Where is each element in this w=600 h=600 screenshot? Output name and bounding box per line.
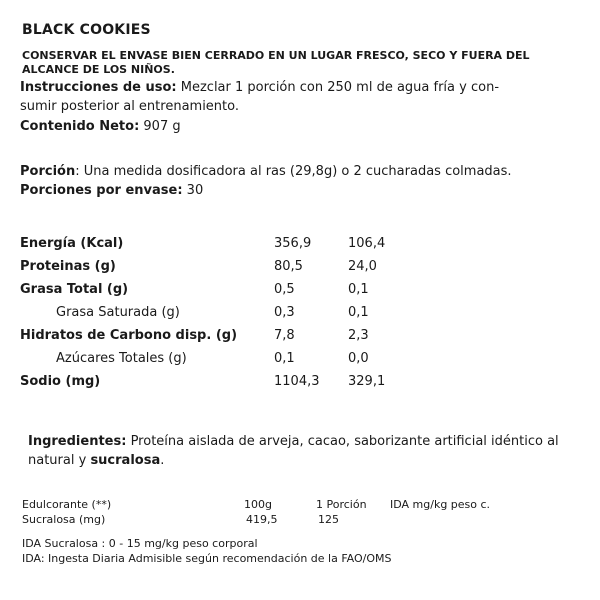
nutrient-per-serving-sugars: 0,0 (348, 351, 369, 366)
ingredients-highlight: sucralosa (90, 453, 161, 468)
serving-size (20, 162, 512, 181)
nutrient-name-saturated-fat: Grasa Saturada (g) (56, 305, 180, 320)
sweetener-header-100g: 100g (244, 498, 272, 511)
nutrient-name-sodium: Sodio (mg) (20, 374, 101, 389)
sweetener-row-portion: 125 (318, 513, 339, 526)
nutrient-per-serving-total-fat: 0,1 (348, 282, 369, 297)
nutrient-per-serving-carbohydrates: 2,3 (348, 328, 369, 343)
ida-sucralose-note: IDA Sucralosa : 0 - 15 mg/kg peso corporal (22, 537, 258, 550)
nutrient-name-total-fat: Grasa Total (g) (20, 282, 129, 297)
servings-per-container-label: Porciones por envase: (20, 183, 183, 198)
sweetener-header-portion: 1 Porción (316, 498, 367, 511)
nutrient-per-100g-sugars: 0,1 (274, 351, 295, 366)
serving-label: Porción (20, 164, 76, 179)
instructions-line2: sumir posterior al entrenamiento. (20, 99, 240, 114)
nutrient-name-energy: Energía (Kcal) (20, 236, 124, 251)
nutrient-per-serving-energy: 106,4 (348, 236, 386, 251)
net-content (20, 117, 181, 136)
instructions (20, 78, 580, 116)
ingredients-end: . (160, 453, 165, 468)
ida-definition-note: IDA: Ingesta Diaria Admisible según recomendación de la FAO/OMS (22, 552, 392, 565)
serving-text: : Una medida dosificadora al ras (29,8g) o 2 cucharadas colmadas. (75, 164, 512, 179)
nutrient-per-100g-carbohydrates: 7,8 (274, 328, 295, 343)
sweetener-row-100g: 419,5 (246, 513, 278, 526)
servings-per-container-value: 30 (182, 183, 204, 198)
nutrient-name-carbohydrates: Hidratos de Carbono disp. (g) (20, 328, 238, 343)
sweetener-header-ida: IDA mg/kg peso c. (390, 498, 491, 511)
instructions-line1: Mezclar 1 porción con 250 ml de agua fría y con- (176, 80, 500, 95)
nutrient-per-100g-energy: 356,9 (274, 236, 312, 251)
ingredients-label: Ingredientes: (28, 434, 127, 449)
net-content-label: Contenido Neto: (20, 119, 140, 134)
nutrient-per-100g-protein: 80,5 (274, 259, 303, 274)
ingredients (28, 432, 568, 470)
net-content-value: 907 g (139, 119, 181, 134)
product-title: BLACK COOKIES (22, 22, 151, 38)
nutrient-per-100g-saturated-fat: 0,3 (274, 305, 295, 320)
storage-warning: CONSERVAR EL ENVASE BIEN CERRADO EN UN LUGAR FRESCO, SECO Y FUERA DEL ALCANCE DE LOS NIÑOS. (22, 49, 530, 76)
nutrient-name-protein: Proteinas (g) (20, 259, 116, 274)
servings-per-container (20, 181, 203, 200)
nutrient-per-100g-total-fat: 0,5 (274, 282, 295, 297)
sweetener-header-name: Edulcorante (**) (22, 498, 112, 511)
ingredients-text: Proteína aislada de arveja, cacao, saborizante artificial idéntico al natural y (28, 434, 559, 468)
nutrient-per-serving-saturated-fat: 0,1 (348, 305, 369, 320)
nutrient-per-serving-protein: 24,0 (348, 259, 377, 274)
sweetener-row-name: Sucralosa (mg) (22, 513, 106, 526)
nutrient-name-sugars: Azúcares Totales (g) (56, 351, 187, 366)
nutrient-per-100g-sodium: 1104,3 (274, 374, 320, 389)
instructions-label: Instrucciones de uso: (20, 80, 177, 95)
nutrient-per-serving-sodium: 329,1 (348, 374, 386, 389)
